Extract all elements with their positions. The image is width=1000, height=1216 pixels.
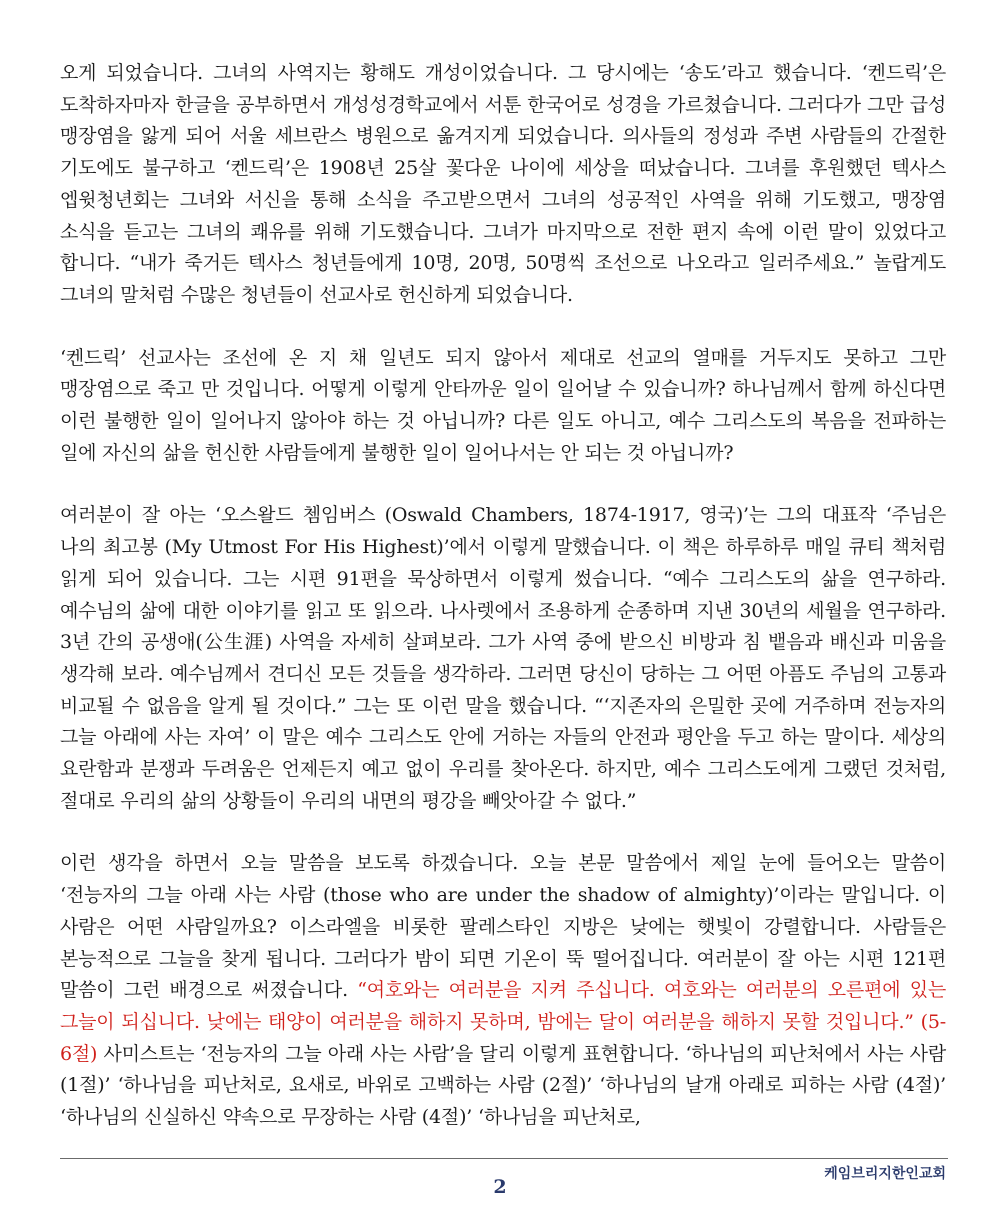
footer-divider [60,1158,948,1159]
page-number: 2 [493,1176,507,1198]
paragraph-3: 여러분이 잘 아는 ‘오스왈드 쳄임버스 (Oswald Chambers, 1874-1917, 영국)’는 그의 대표작 ‘주님은 나의 최고봉 (My Utmost For His Highest)’에서 이렇게 말했습니다. 이 책은 하루하루 매일 큐티 책처럼 읽게 되어 있습니다. 그는 시편 91편을 묵상하면서 이렇게 썼습니다. “예수 그리스도의 삶을 연구하라. 예수님의 삶에 대한 이야기를 읽고 또 읽으라. 나사렛에서 조용하게 순종하며 지낸 30년의 세월을 연구하라. 3년 간의 공생애(公生涯) 사역을 자세히 살펴보라. 그가 사역 중에 받으신 비방과 침 뱉음과 배신과 미움을 생각해 보라. 예수님께서 견디신 모든 것들을 생각하라. 그러면 당신이 당하는 그 어떤 아픔도 주님의 고통과 비교될 수 없음을 알게 될 것이다.” 그는 또 이런 말을 했습니다. “‘지존자의 은밀한 곳에 거주하며 전능자의 그늘 아래에 사는 자여’ 이 말은 예수 그리스도 안에 거하는 자들의 안전과 평안을 두고 하는 말이다. 세상의 요란함과 분쟁과 두려움은 언제든지 예고 없이 우리를 찾아온다. 하지만, 예수 그리스도에게 그랬던 것처럼, 절대로 우리의 삶의 상황들이 우리의 내면의 평강을 빼앗아갈 수 없다.” [60,504,946,812]
page-body [60,58,946,1134]
church-name: 케임브리지한인교회 [824,1166,946,1182]
paragraph-2: ‘켄드릭’ 선교사는 조선에 온 지 채 일년도 되지 않아서 제대로 선교의 열매를 거두지도 못하고 그만 맹장염으로 죽고 만 것입니다. 어떻게 이렇게 안타까운 일이 일어날 수 있습니까? 하나님께서 함께 하신다면 이런 불행한 일이 일어나지 않아야 하는 것 아닙니까? 다른 일도 아니고, 예수 그리스도의 복음을 전파하는 일에 자신의 삶을 헌신한 사람들에게 불행한 일이 일어나서는 안 되는 것 아닙니까? [60,346,946,464]
paragraph-4-text-before: 이런 생각을 하면서 오늘 말씀을 보도록 하겠습니다. 오늘 본문 말씀에서 제일 눈에 들어오는 말씀이 ‘전능자의 그늘 아래 사는 사람 (those who are under the shadow of almighty)’이라는 말입니다. 이 사람은 어떤 사람일까요? 이스라엘을 비롯한 팔레스타인 지방은 낮에는 햇빛이 강렬합니다. 사람들은 본능적으로 그늘을 찾게 됩니다. 그러다가 밤이 되면 기온이 뚝 떨어집니다. 여러분이 잘 아는 시편 121편 말씀이 그런 배경으로 써졌습니다. [60,852,946,1002]
paragraph-4 [60,848,946,1133]
paragraph-1: 오게 되었습니다. 그녀의 사역지는 황해도 개성이었습니다. 그 당시에는 ‘송도’라고 했습니다. ‘켄드릭’은 도착하자마자 한글을 공부하면서 개성성경학교에서 서툰 한국어로 성경을 가르쳤습니다. 그러다가 그만 급성 맹장염을 앓게 되어 서울 세브란스 병원으로 옮겨지게 되었습니다. 의사들의 정성과 주변 사람들의 간절한 기도에도 불구하고 ‘켄드릭’은 1908년 25살 꽃다운 나이에 세상을 떠났습니다. 그녀를 후원했던 텍사스 엡윗청년회는 그녀와 서신을 통해 소식을 주고받으면서 그녀의 성공적인 사역을 위해 기도했고, 맹장염 소식을 듣고는 그녀의 쾌유를 위해 기도했습니다. 그녀가 마지막으로 전한 편지 속에 이런 말이 있었다고 합니다. “내가 죽거든 텍사스 청년들에게 10명, 20명, 50명씩 조선으로 나오라고 일러주세요.” 놀랍게도 그녀의 말처럼 수많은 청년들이 선교사로 헌신하게 되었습니다. [60,62,946,306]
paragraph-4-text-after: 사미스트는 ‘전능자의 그늘 아래 사는 사람’을 달리 이렇게 표현합니다. ‘하나님의 피난처에서 사는 사람 (1절)’ ‘하나님을 피난처로, 요새로, 바위로 고백하는 사람 (2절)’ ‘하나님의 날개 아래로 피하는 사람 (4절)’ ‘하나님의 신실하신 약속으로 무장하는 사람 (4절)’ ‘하나님을 피난처로, [60,1042,946,1129]
psalm-121-quote: “여호와는 여러분을 지켜 주십니다. 여호와는 여러분의 오른편에 있는 그늘이 되십니다. 낮에는 태양이 여러분을 해하지 못하며, 밤에는 달이 여러분을 해하지 못할 것입니다.” (5-6절) [60,979,947,1065]
